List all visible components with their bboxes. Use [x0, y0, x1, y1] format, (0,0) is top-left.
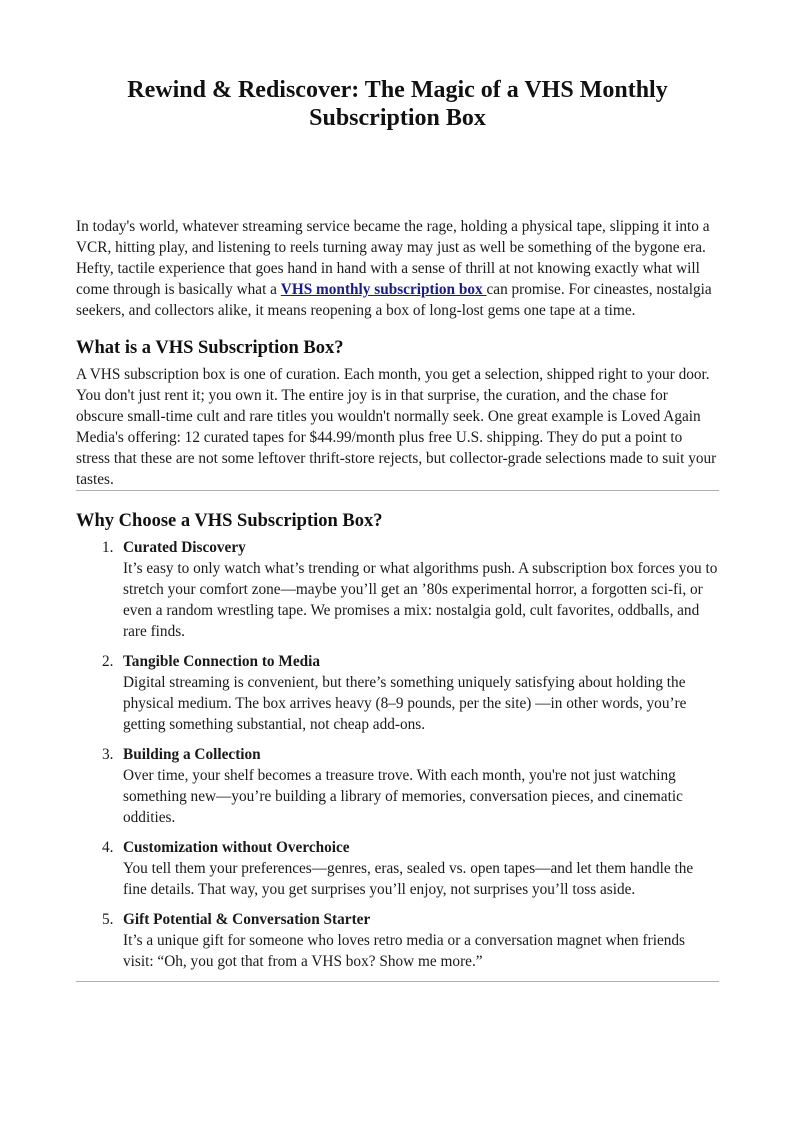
vhs-subscription-link[interactable]: VHS monthly subscription box — [280, 281, 487, 298]
section-what-is-body: A VHS subscription box is one of curation. Each month, you get a selection, shipped right to your door. You don't just rent it; you own it. The entire joy is in that surprise, the curation, and the chase for obscure small-time cult and rare titles you wouldn't normally seek. One great example is Loved Again Media's offering: 12 curated tapes for $44.99/month plus free U.S. shipping. They do put a point to stress that these are not some leftover thrift-store rejects, but collector-grade selections made to suit your tastes. — [76, 366, 717, 489]
list-item — [76, 837, 719, 900]
list-item — [76, 744, 719, 828]
section-heading-what-is: What is a VHS Subscription Box? — [76, 338, 344, 359]
intro-paragraph — [76, 216, 719, 321]
list-item-text: You tell them your preferences—genres, eras, sealed vs. open tapes—and let them handle the fine details. That way, you get surprises you’ll enjoy, not surprises you’ll toss aside. — [123, 860, 694, 899]
list-item — [76, 537, 719, 642]
list-item — [76, 909, 719, 972]
list-item-title: Tangible Connection to Media — [123, 653, 321, 671]
list-item-title: Building a Collection — [123, 746, 261, 764]
section-divider — [76, 490, 719, 491]
intro-text-after-link: can promise. For cineastes, nostalgia seekers, and collectors alike, it means reopening a box of long-lost gems one tape at a time. — [76, 281, 712, 319]
list-item-title: Gift Potential & Conversation Starter — [123, 911, 371, 929]
section-heading-why-choose: Why Choose a VHS Subscription Box? — [76, 511, 383, 532]
list-item-text: It’s easy to only watch what’s trending or what algorithms push. A subscription box forces you to stretch your comfort zone—maybe you’ll get an ’80s experimental horror, a forgotten sci-fi, or even a random wrestling tape. We promises a mix: nostalgia gold, cult favorites, oddballs, and rare finds. — [123, 560, 718, 641]
list-item-text: It’s a unique gift for someone who loves retro media or a conversation magnet when friends visit: “Oh, you got that from a VHS box? Show me more.” — [123, 932, 685, 971]
list-item-text: Over time, your shelf becomes a treasure trove. With each month, you're not just watching something new—you’re building a library of memories, conversation pieces, and cinematic oddities. — [123, 767, 683, 827]
list-item-title: Customization without Overchoice — [123, 839, 350, 857]
document-page — [76, 0, 719, 982]
page-title: Rewind & Rediscover: The Magic of a VHS Monthly Subscription Box — [127, 77, 668, 131]
list-item-title: Curated Discovery — [123, 539, 246, 557]
list-item-number: 1. — [102, 539, 114, 557]
list-item-number: 4. — [102, 839, 114, 857]
list-item-number: 5. — [102, 911, 114, 929]
reasons-list — [76, 537, 719, 972]
intro-text-before-link: In today's world, whatever streaming service became the rage, holding a physical tape, slipping it into a VCR, hitting play, and listening to reels turning away may just as well be something of the bygone era. Hefty, tactile experience that goes hand in hand with a sense of thrill at not knowing exactly what will come through is basically what a — [76, 218, 710, 298]
list-item-number: 2. — [102, 653, 114, 671]
bottom-divider — [76, 981, 719, 982]
list-item-text: Digital streaming is convenient, but there’s something uniquely satisfying about holding the physical medium. The box arrives heavy (8–9 pounds, per the site) —in other words, you’re getting something substantial, not cheap add-ons. — [123, 674, 687, 734]
list-item — [76, 651, 719, 735]
list-item-number: 3. — [102, 746, 114, 764]
